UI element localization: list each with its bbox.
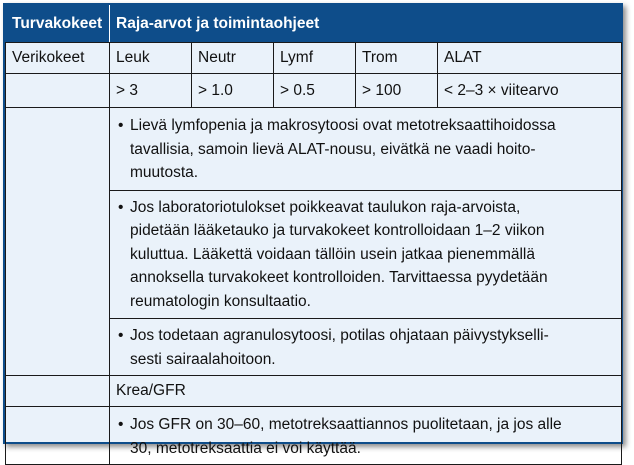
empty-cell bbox=[6, 376, 110, 407]
table-header-row bbox=[6, 6, 622, 43]
limit-leuk: > 3 bbox=[110, 74, 192, 108]
blood-tests-limits-row bbox=[6, 74, 622, 108]
note-line: sesti sairaalahoitoon. bbox=[130, 350, 276, 368]
bullet-icon: • bbox=[118, 117, 124, 134]
note-line: Jos GFR on 30–60, metotreksaattiannos puolitetaan, ja jos alle bbox=[130, 416, 562, 433]
kidney-test-row bbox=[6, 376, 622, 407]
limit-trom: > 100 bbox=[356, 74, 438, 108]
safety-tests-table bbox=[5, 5, 622, 465]
empty-cell bbox=[6, 108, 110, 376]
note-line: kuluttua. Lääkettä voidaan tällöin usein jatkaa pienemmällä bbox=[130, 245, 535, 263]
kidney-test-label: Krea/GFR bbox=[110, 376, 622, 407]
kidney-notes-row bbox=[6, 407, 622, 465]
note-line: 30, metotreksaattia ei voi käyttää. bbox=[130, 439, 361, 457]
bullet-icon: • bbox=[118, 327, 124, 344]
column-lymf: Lymf bbox=[274, 43, 356, 74]
guideline-table-box bbox=[3, 3, 623, 457]
blood-tests-columns-row bbox=[6, 43, 622, 74]
blood-tests-label: Verikokeet bbox=[6, 43, 110, 74]
note-item bbox=[118, 324, 611, 371]
note-item bbox=[118, 114, 611, 185]
column-leuk: Leuk bbox=[110, 43, 192, 74]
note-item bbox=[118, 196, 611, 314]
note-line: Lievä lymfopenia ja makrosytoosi ovat metotreksaattihoidossa bbox=[130, 117, 556, 134]
empty-cell bbox=[6, 407, 110, 465]
divider bbox=[110, 190, 621, 191]
empty-cell bbox=[6, 74, 110, 108]
note-line: tavallisia, samoin lievä ALAT-nousu, eivätkä ne vaadi hoito- bbox=[130, 140, 536, 158]
note-line: annoksella turvakokeet kontrolloiden. Tarvittaessa pyydetään bbox=[130, 269, 548, 286]
header-limits-and-instructions: Raja-arvot ja toimintaohjeet bbox=[110, 6, 622, 43]
column-trom: Trom bbox=[356, 43, 438, 74]
kidney-notes bbox=[110, 407, 622, 465]
header-safety-tests: Turvakokeet bbox=[6, 6, 110, 43]
blood-tests-notes-row bbox=[6, 108, 622, 376]
note-line: pidetään lääketauko ja turvakokeet kontrolloidaan 1–2 viikon bbox=[130, 222, 545, 239]
blood-tests-notes bbox=[110, 108, 622, 376]
bullet-icon: • bbox=[118, 198, 124, 216]
note-item bbox=[118, 413, 611, 460]
limit-neutr: > 1.0 bbox=[192, 74, 274, 108]
note-line: Jos todetaan agranulosytoosi, potilas ohjataan päivystykselli- bbox=[130, 327, 549, 344]
bullet-icon: • bbox=[118, 416, 124, 433]
limit-alat: < 2–3 × viitearvo bbox=[438, 74, 622, 108]
divider bbox=[110, 318, 621, 319]
note-line: reumatologin konsultaatio. bbox=[130, 292, 311, 310]
note-line: muutosta. bbox=[130, 164, 199, 181]
column-alat: ALAT bbox=[438, 43, 622, 74]
note-line: Jos laboratoriotulokset poikkeavat taulukon raja-arvoista, bbox=[130, 198, 521, 216]
limit-lymf: > 0.5 bbox=[274, 74, 356, 108]
column-neutr: Neutr bbox=[192, 43, 274, 74]
